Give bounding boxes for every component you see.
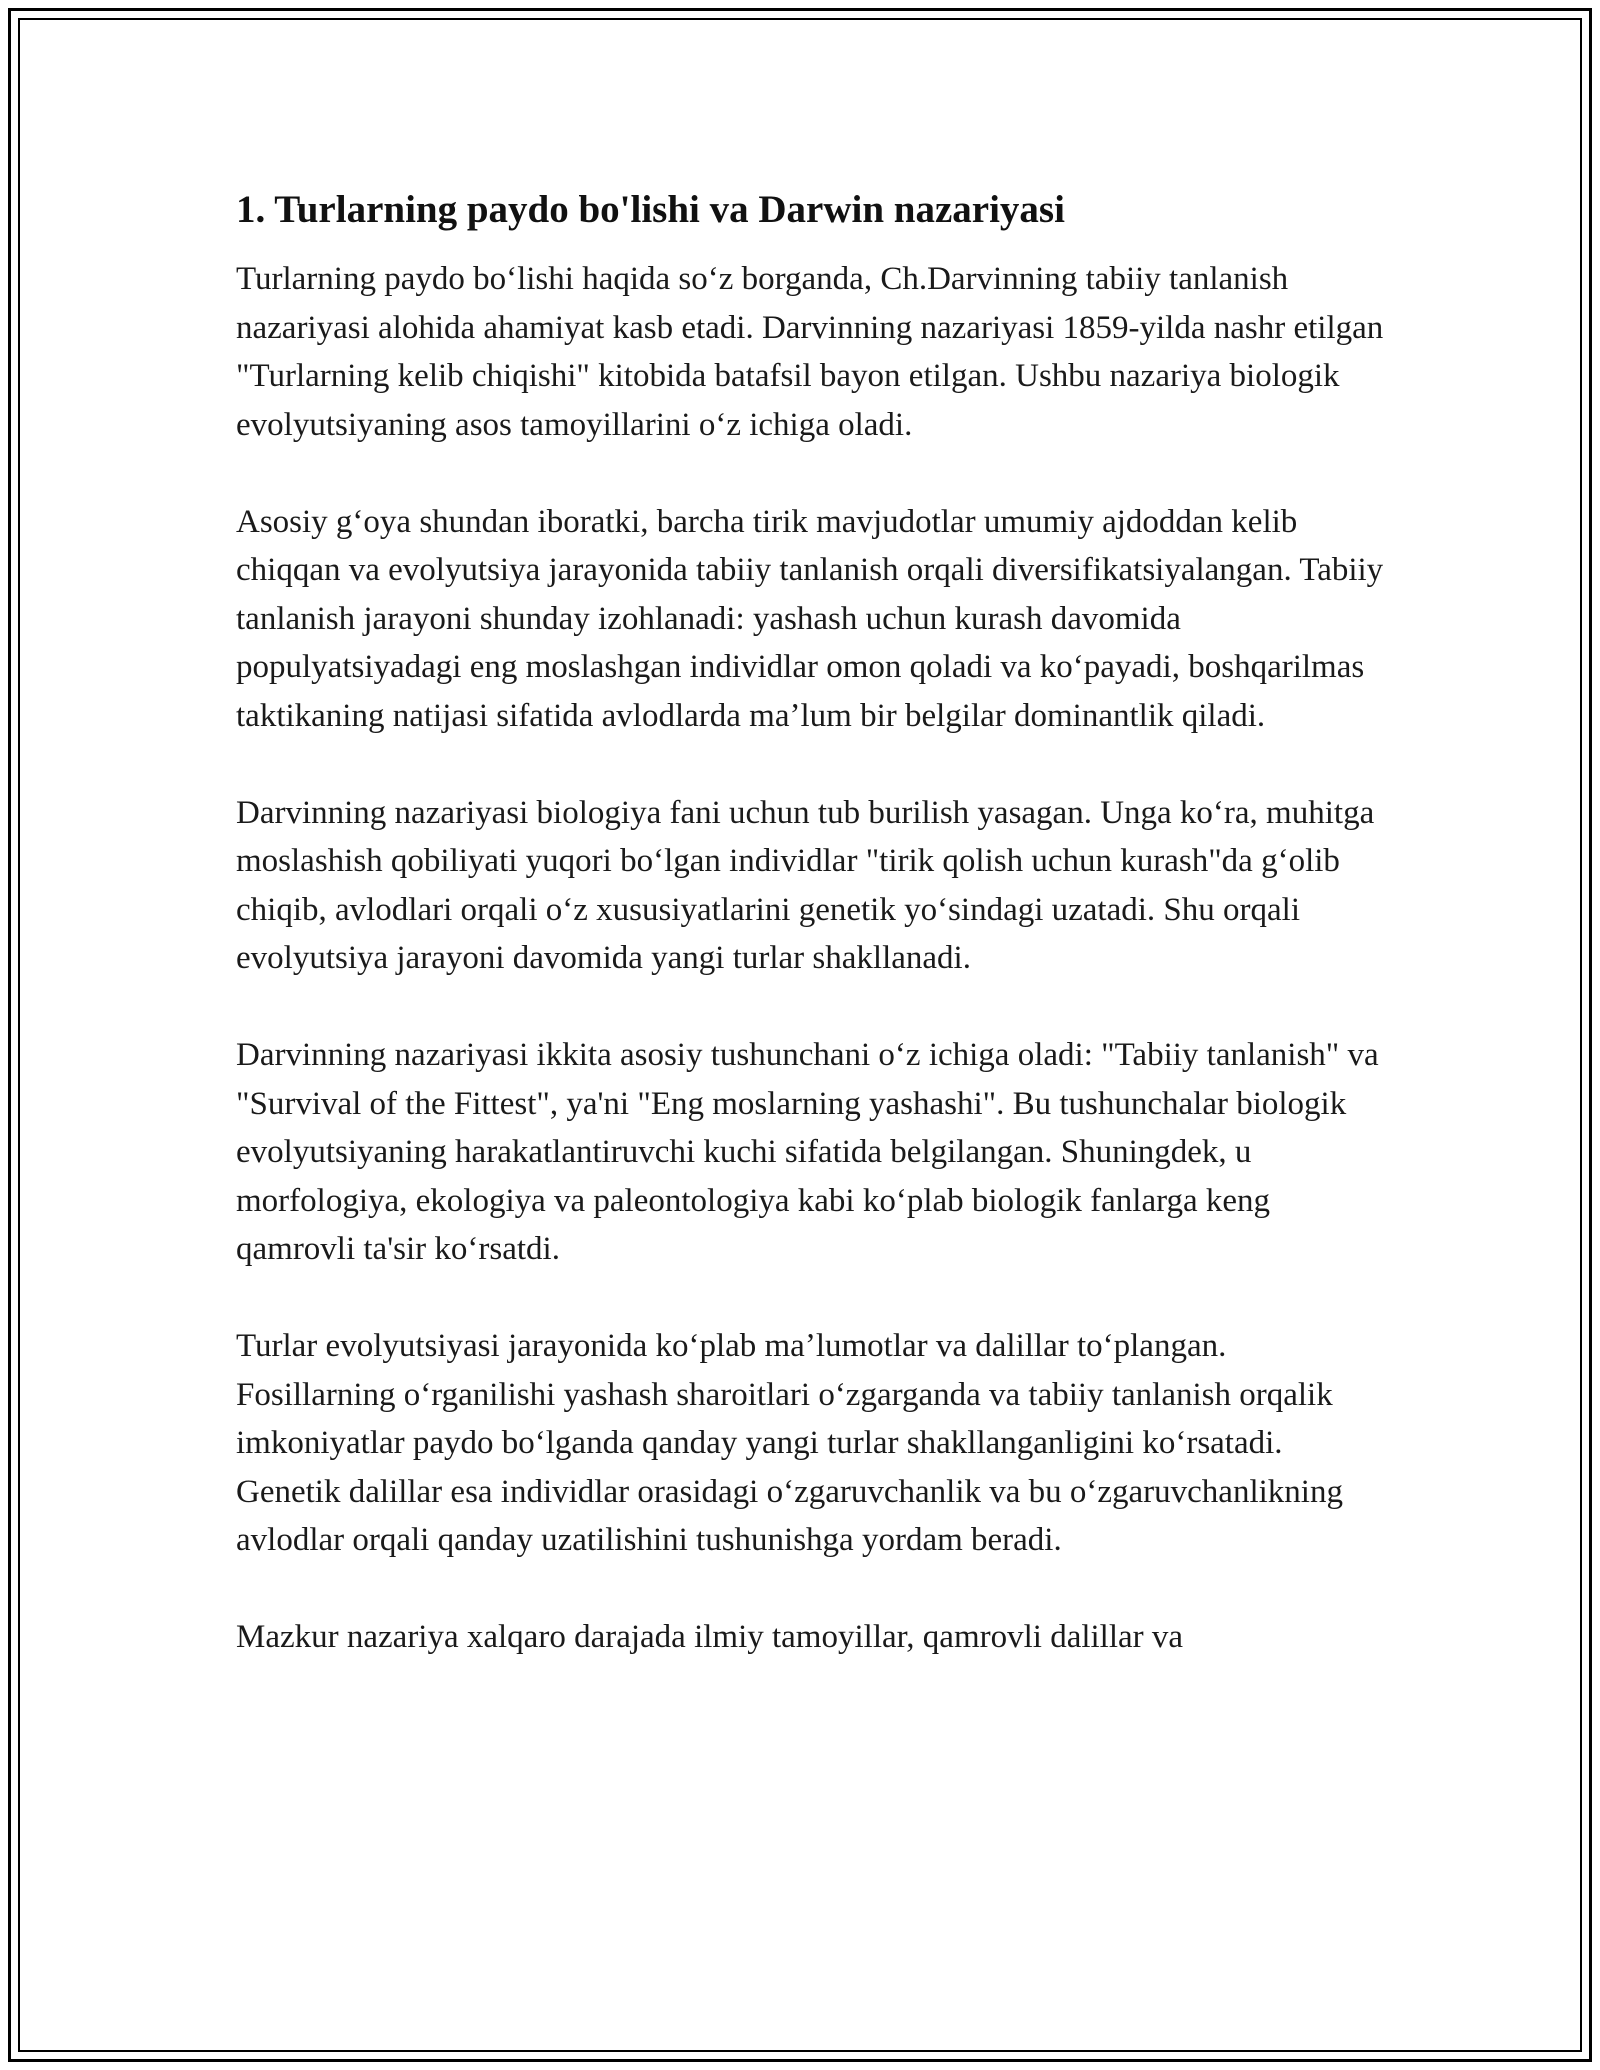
paragraph: Turlar evolyutsiyasi jarayonida koʻplab maʼlumotlar va dalillar toʻplangan. Fosillarning oʻrganilishi yashash sharoitlari oʻzgarganda va tabiiy tanlanish orqalik imkoniyatlar paydo boʻlganda qanday yangi turlar shakllanganligini koʻrsatadi. Genetik dalillar esa individlar orasidagi oʻzgaruvchanlik va bu oʻzgaruvchanlikning avlodlar orqali qanday uzatilishini tushunishga yordam beradi. <box>236 1328 1343 1558</box>
paragraph: Asosiy gʻoya shundan iboratki, barcha tirik mavjudotlar umumiy ajdoddan kelib chiqqan va evolyutsiya jarayonida tabiiy tanlanish orqali diversifikatsiyalangan. Tabiiy tanlanish jarayoni shunday izohlanadi: yashash uchun kurash davomida populyatsiyadagi eng moslashgan individlar omon qoladi va koʻpayadi, boshqarilmas taktikaning natijasi sifatida avlodlarda maʼlum bir belgilar dominantlik qiladi. <box>236 503 1384 734</box>
paragraph: Darvinning nazariyasi ikkita asosiy tushunchani oʻz ichiga oladi: "Tabiiy tanlanish" va "Survival of the Fittest", ya'ni "Eng moslarning yashashi". Bu tushunchalar biologik evolyutsiyaning harakatlantiruvchi kuchi sifatida belgilangan. Shuningdek, u morfologiya, ekologiya va paleontologiya kabi koʻplab biologik fanlarga keng qamrovli ta'sir koʻrsatdi. <box>236 1037 1379 1267</box>
paragraph: Turlarning paydo boʻlishi haqida soʻz borganda, Ch.Darvinning tabiiy tanlanish nazariyasi alohida ahamiyat kasb etadi. Darvinning nazariyasi 1859-yilda nashr etilgan "Turlarning kelib chiqishi" kitobida batafsil bayon etilgan. Ushbu nazariya biologik evolyutsiyaning asos tamoyillarini oʻz ichiga oladi. <box>236 261 1384 443</box>
paragraph: Darvinning nazariyasi biologiya fani uchun tub burilish yasagan. Unga koʻra, muhitga moslashish qobiliyati yuqori boʻlgan individlar "tirik qolish uchun kurash"da gʻolib chiqib, avlodlari orqali oʻz xususiyatlarini genetik yoʻsindagi uzatadi. Shu orqali evolyutsiya jarayoni davomida yangi turlar shakllanadi. <box>236 794 1375 976</box>
document-body <box>236 185 1386 1710</box>
paragraph: Mazkur nazariya xalqaro darajada ilmiy tamoyillar, qamrovli dalillar va <box>236 1619 1184 1655</box>
section-heading: 1. Turlarning paydo bo'lishi va Darwin nazariyasi <box>236 188 1065 231</box>
